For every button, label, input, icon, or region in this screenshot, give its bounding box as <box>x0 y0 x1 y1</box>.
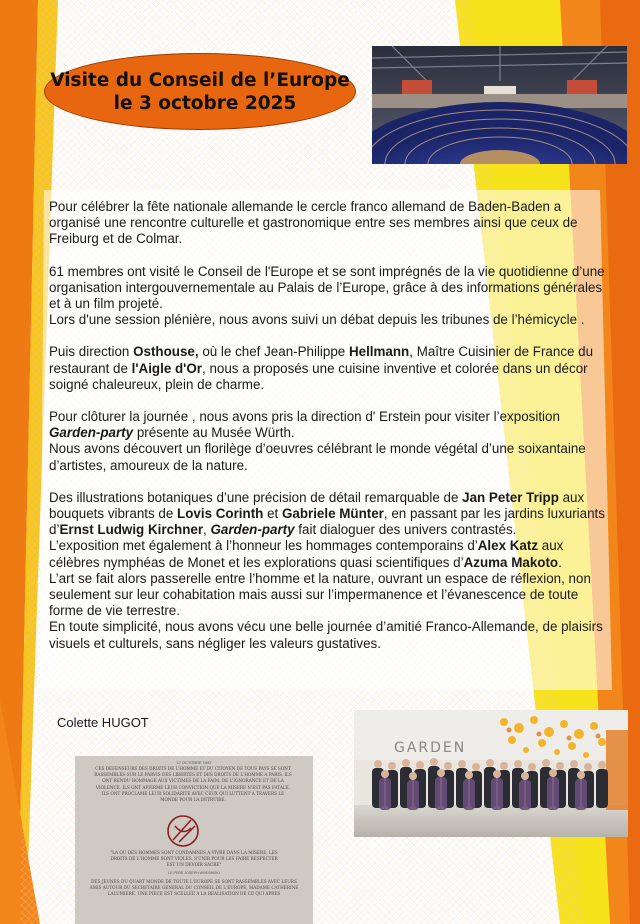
hemicycle-photo <box>372 46 627 164</box>
title-oval <box>44 53 356 130</box>
plaque-signature: LE PERE JOSEPH WRESINSKI <box>168 871 220 875</box>
paragraph-artists: Des illustrations botaniques d’une précision de détail remarquable de Jan Peter Tripp aux bouquets vibrants de Lovis Corinth et Gabriele Münter, en passant par les jardins luxuriants d’Ernst Ludwig Kirchner, Garden-party fait dialoguer des univers contrastés. L’exposition met également à l’honneur les hommages contemporains d’Alex Katz aux célèbres nymphéas de Monet et les explorations quasi scientifiques d’Azuma Makoto. L’art se fait alors passerelle entre l’homme et la nature, ouvrant un espace de réflexion, non seulement sur leur cohabitation mais aussi sur l’impermanence et l’évanescence de toute forme de vie terrestre. En toute simplicité, nous avons vécu une belle journée d’amitié Franco-Allemande, de plaisirs visuels et culturels, sans négliger les valeurs gustatives. <box>49 489 605 651</box>
people-group <box>372 758 608 810</box>
plaque-quote: "LA OU DES HOMMES SONT CONDAMNES A VIVRE DANS LA MISERE, LES DROITS DE L'HOMME SONT VIOLES. S'UNIR POUR LES FAIRE RESPECTER EST UN DEVOIR SACRE" <box>110 850 278 868</box>
title-line-1: Visite du Conseil de l’Europe <box>50 69 350 91</box>
title-line-2: le 3 octobre 2025 <box>113 92 297 114</box>
paragraph-visit: 61 membres ont visité le Conseil de l'Europe et se sont imprégnés de la vie quotidienne d’une organisation intergouvernementale au Palais de l’Europe, grâce à des informations générales et à un film projeté. Lors d'une session plénière, nous avons suivi un débat depuis les tribunes de l’hémicycle . <box>49 263 605 328</box>
author-signature: Colette HUGOT <box>57 715 149 730</box>
paragraph-intro: Pour célébrer la fête nationale allemande le cercle franco allemand de Baden-Baden a organisé une rencontre culturelle et gastronomique entre ses membres ainsi que ceux de Freiburg et de Colmar. <box>49 199 578 247</box>
paragraph-osthouse: Puis direction Osthouse, où le chef Jean-Philippe Hellmann, Maître Cuisinier de France du restaurant de l'Aigle d'Or, nous a proposés une cuisine inventive et colorée dans un décor soigné chaleureux, plein de charme. <box>49 344 594 392</box>
article-body <box>49 199 614 652</box>
paragraph-erstein: Pour clôturer la journée , nous avons pris la direction d' Erstein pour visiter l’exposition Garden-party présente au Musée Würth. Nous avons découvert un florilège d’oeuvres célébrant le monde végétal d’une soixantaine d’artistes, amoureux de la nature. <box>49 409 586 473</box>
plaque-top-text: CES DEFENSEURS DES DROITS DE L'HOMME ET DU CITOYEN DE TOUS PAYS SE SONT RASSEMBLES SUR LE PARVIS DES LIBERTES ET DES DROITS DE L'HOMME A PARIS. ILS ONT RENDU HOMMAGE AUX VICTIMES DE LA FAIM, DE L'IGNORANCE ET DE LA VIOLENCE. ILS ONT AFFIRME LEUR CONVICTION QUE LA MISERE N'EST PAS FATALE. ILS ONT PROCLAME LEUR SOLIDARITE AVEC CEUX QUI LUTTENT A TRAVERS LE MONDE POUR LA DETRUIRE. <box>94 766 292 803</box>
plaque-photo <box>75 756 313 924</box>
plaque-date: 17 OCTOBRE 1987 <box>176 760 212 765</box>
plaque-bottom-text: DES JEUNES DU QUART MONDE DE TOUTE L'EUROPE SE SONT RASSEMBLES AVEC LEURS AMIS AUTOUR DU SECRETAIRE GENERAL DU CONSEIL DE L'EUROPE, MADAME CATHERINE LALUMIERE. UNE PIECE EST SCELLEE A LA REALISATION DE CE QUI APRES <box>89 879 299 897</box>
group-photo <box>354 710 628 837</box>
garden-sign: GARDEN <box>394 740 467 756</box>
